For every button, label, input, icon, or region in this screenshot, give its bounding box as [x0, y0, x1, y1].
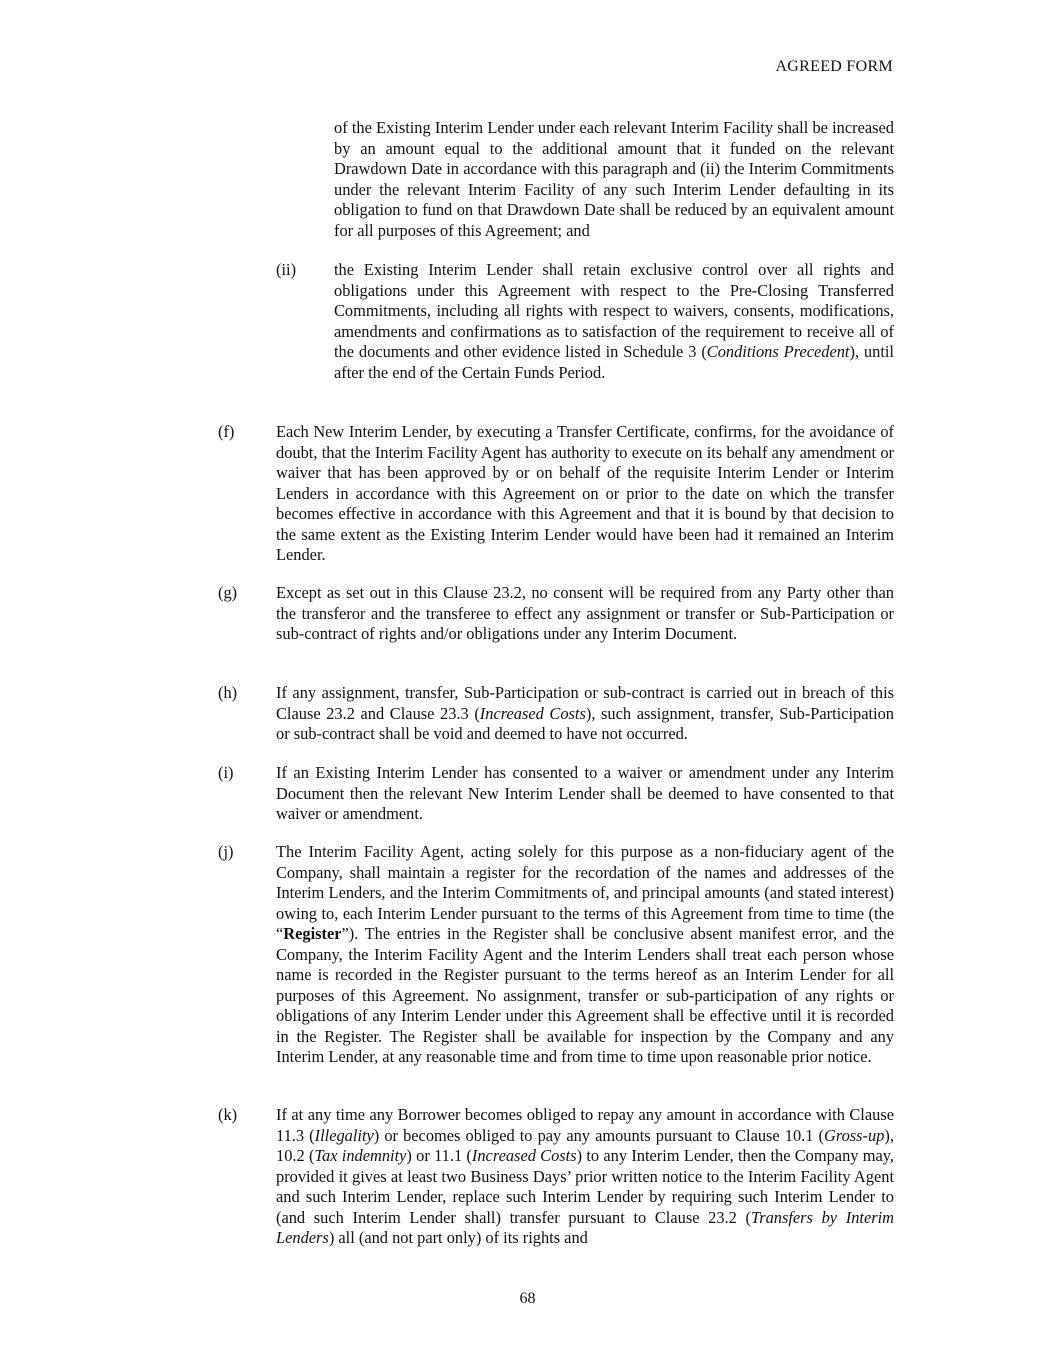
continuation-paragraph: of the Existing Interim Lender under each relevant Interim Facility shall be increased by an amount equal to the additional amount that it funded on the relevant Drawdown Date in accordance with this paragraph and (ii) the Interim Commitments under the relevant Interim Facility of any such Interim Lender defaulting in its obligation to fund on that Drawdown Date shall be reduced by an equivalent amount for all purposes of this Agreement; and: [334, 118, 894, 240]
page-number: 68: [519, 1290, 536, 1307]
clause-text-ii: the Existing Interim Lender shall retain exclusive control over all rights and obligations under this Agreement with respect to the Pre-Closing Transferred Commitments, including all rights with respect to waivers, consents, modifications, amendments and confirmations as to satisfaction of the requirement to receive all of the documents and other evidence listed in Schedule 3 (Conditions Precedent), until after the end of the Certain Funds Period.: [334, 260, 894, 382]
clause-label-ii: (ii): [276, 260, 297, 279]
clause-text-h: If any assignment, transfer, Sub-Participation or sub-contract is carried out in breach of this Clause 23.2 and Clause 23.3 (Increased Costs), such assignment, transfer, Sub-Participation or sub-contract shall be void and deemed to have not occurred.: [276, 683, 894, 743]
clause-label-j: (j): [218, 842, 234, 861]
clause-text-i: If an Existing Interim Lender has consented to a waiver or amendment under any Interim Document then the relevant New Interim Lender shall be deemed to have consented to that waiver or amendment.: [276, 763, 894, 823]
clause-label-i: (i): [218, 763, 234, 782]
clause-label-g: (g): [218, 583, 238, 602]
clause-label-k: (k): [218, 1105, 238, 1124]
agreed-form-header: AGREED FORM: [775, 58, 893, 75]
clause-label-f: (f): [218, 422, 235, 441]
clause-text-g: Except as set out in this Clause 23.2, no consent will be required from any Party other than the transferor and the transferee to effect any assignment or transfer or Sub-Participation or sub-contract of rights and/or obligations under any Interim Document.: [276, 583, 894, 643]
clause-text-f: Each New Interim Lender, by executing a Transfer Certificate, confirms, for the avoidance of doubt, that the Interim Facility Agent has authority to execute on its behalf any amendment or waiver that has been approved by or on behalf of the requisite Interim Lender or Interim Lenders in accordance with this Agreement on or prior to the date on which the transfer becomes effective in accordance with this Agreement and that it is bound by that decision to the same extent as the Existing Interim Lender would have been had it remained an Interim Lender.: [276, 422, 894, 564]
clause-text-k: If at any time any Borrower becomes obliged to repay any amount in accordance with Clause 11.3 (Illegality) or becomes obliged to pay any amounts pursuant to Clause 10.1 (Gross-up), 10.2 (Tax indemnity) or 11.1 (Increased Costs) to any Interim Lender, then the Company may, provided it gives at least two Business Days’ prior written notice to the Interim Facility Agent and such Interim Lender, replace such Interim Lender by requiring such Interim Lender to (and such Interim Lender shall) transfer pursuant to Clause 23.2 (Transfers by Interim Lenders) all (and not part only) of its rights and: [276, 1105, 895, 1247]
clause-text-j: The Interim Facility Agent, acting solely for this purpose as a non-fiduciary agent of the Company, shall maintain a register for the recordation of the names and addresses of the Interim Lenders, and the Interim Commitments of, and principal amounts (and stated interest) owing to, each Interim Lender pursuant to the terms of this Agreement from time to time (the “Register”). The entries in the Register shall be conclusive absent manifest error, and the Company, the Interim Facility Agent and the Interim Lenders shall treat each person whose name is recorded in the Register pursuant to the terms hereof as an Interim Lender for all purposes of this Agreement. No assignment, transfer or sub-participation of any rights or obligations of any Interim Lender under this Agreement shall be effective until it is recorded in the Register. The Register shall be available for inspection by the Company and any Interim Lender, at any reasonable time and from time to time upon reasonable prior notice.: [276, 842, 894, 1066]
clause-label-h: (h): [218, 683, 238, 702]
